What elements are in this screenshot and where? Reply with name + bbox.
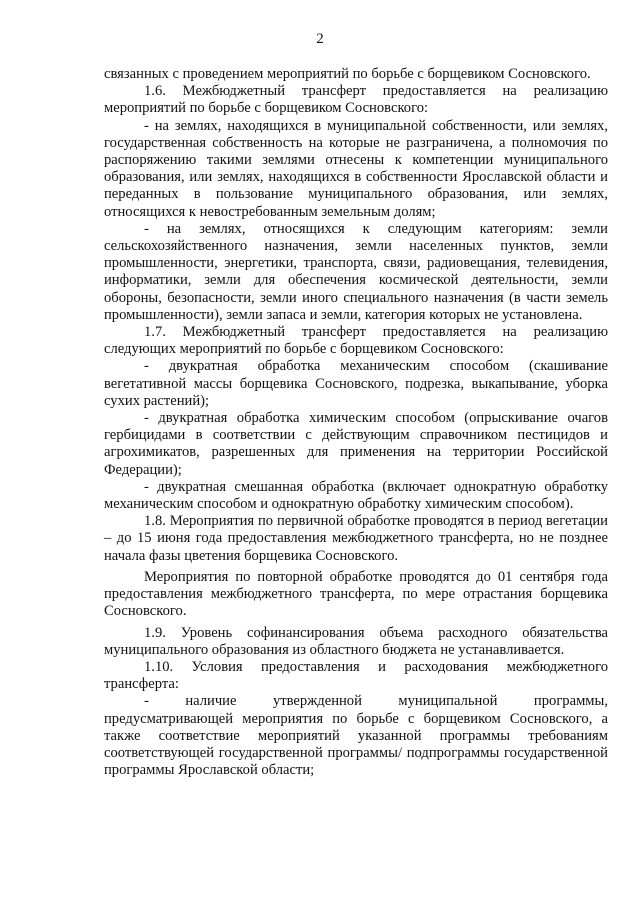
list-item-mixed-treatment: - двукратная смешанная обработка (включает однократную обработку механическим способом и однократную обработку химическим способом).: [104, 478, 608, 513]
page-number: 2: [316, 31, 324, 47]
paragraph-1-8: 1.8. Мероприятия по первичной обработке проводятся в период вегетации – до 15 июня года предоставления межбюджетного трансферта, но не позднее начала фазы цветения борщевика Сосновского.: [104, 513, 608, 564]
list-item-municipal-lands: - на землях, находящихся в муниципальной собственности, или землях, государственная собственность на которые не разграничена, а полномочия по распоряжению такими землями отнесены к компетенции муниципального образования, или землях, находящихся в собственности Ярославской области и переданных в пользование муниципального образования, или землях, относящихся к невостребованным земельным долям;: [104, 117, 608, 220]
paragraph-repeat-treatment: Мероприятия по повторной обработке проводятся до 01 сентября года предоставления межбюджетного трансферта, по мере отрастания борщевика Сосновского.: [104, 568, 608, 620]
list-item-mechanical-treatment: - двукратная обработка механическим способом (скашивание вегетативной массы борщевика Сосновского, подрезка, выкапывание, уборка сухих растений);: [104, 358, 608, 409]
paragraph-1-6: 1.6. Межбюджетный трансферт предоставляется на реализацию мероприятий по борьбе с борщевиком Сосновского:: [104, 83, 608, 117]
paragraph-1-9: 1.9. Уровень софинансирования объема расходного обязательства муниципального образования из областного бюджета не устанавливается.: [104, 624, 608, 658]
document-body: [104, 66, 608, 779]
paragraph-continuation: связанных с проведением мероприятий по борьбе с борщевиком Сосновского.: [104, 66, 591, 82]
paragraph-1-7: 1.7. Межбюджетный трансферт предоставляется на реализацию следующих мероприятий по борьбе с борщевиком Сосновского:: [104, 324, 608, 358]
paragraph-1-10: 1.10. Условия предоставления и расходования межбюджетного трансферта:: [104, 658, 608, 693]
list-item-approved-program: - наличие утвержденной муниципальной программы, предусматривающей мероприятия по борьбе с борщевиком Сосновского, а также соответствие мероприятий указанной программы требованиям соответствующей государственной программы/ подпрограммы государственной программы Ярославской области;: [104, 693, 608, 779]
list-item-land-categories: - на землях, относящихся к следующим категориям: земли сельскохозяйственного назначения, земли населенных пунктов, земли промышленности, энергетики, транспорта, связи, радиовещания, телевидения, информатики, земли для обеспечения космической деятельности, земли обороны, безопасности, земли иного специального назначения (в части земель промышленности), земли запаса и земли, категория которых не установлена.: [104, 220, 608, 323]
list-item-chemical-treatment: - двукратная обработка химическим способом (опрыскивание очагов гербицидами в соответствии с действующим справочником пестицидов и агрохимикатов, разрешенных для применения на территории Российской Федерации);: [104, 410, 608, 478]
